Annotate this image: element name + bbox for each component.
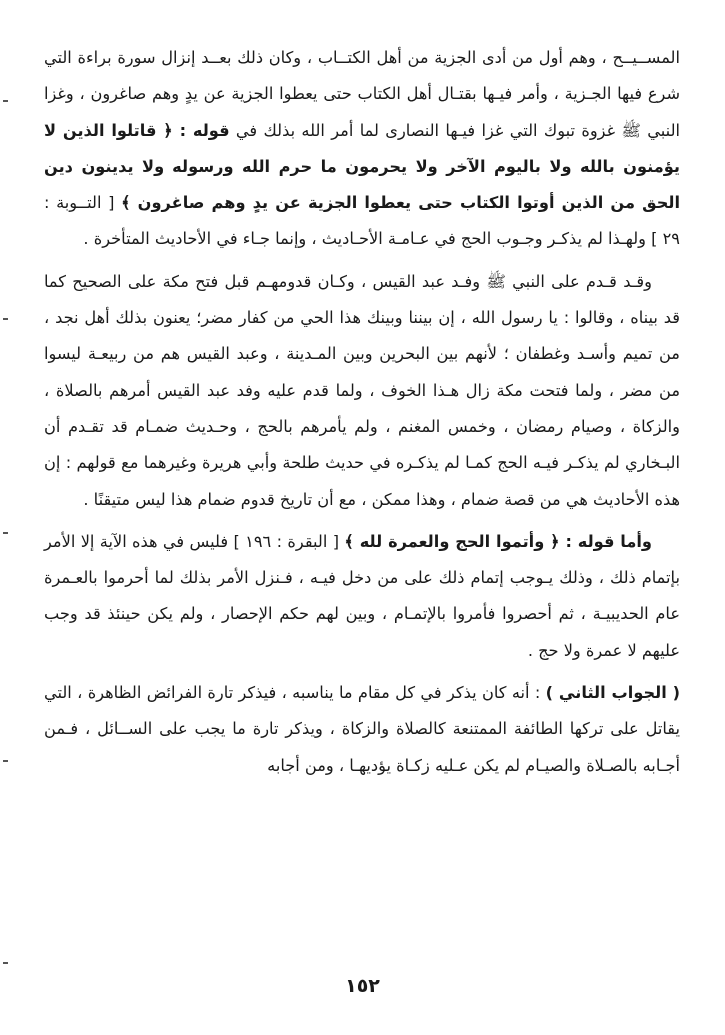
text-line: الصحيح كما قد بيناه ، وقالوا : يا رسول الله ، إن بيننا وبينك هذا الحي من كفار مضر؛	[44, 271, 680, 328]
text-line: وهم صاغرون ، وغزا النبي ﷺ غزوة تبوك التي غزا فيـها النصارى لما أمر الله بذلك في	[44, 84, 680, 140]
quran-verse: ﴿ قاتلوا الذين لا يؤمنون بالله ولا باليوم الآخر ولا يحرمون ما حرم الله ورسوله	[44, 120, 680, 176]
margin-mark	[3, 100, 8, 102]
paragraph-3	[44, 524, 680, 669]
text-line: الأحاديث المتأخرة .	[83, 229, 212, 249]
page-body	[44, 40, 680, 990]
margin-mark	[3, 760, 8, 762]
margin-mark	[3, 532, 8, 534]
paragraph-2	[44, 264, 680, 518]
paragraph-1	[44, 40, 680, 258]
text-line: فليس في هذه الآية إلا	[80, 531, 229, 551]
quran-verse: ﴿ وأتموا الحج والعمرة لله ﴾	[344, 531, 560, 551]
text-line: بالحج ، وحـديث ضمـام قد تقـدم أن البـخاري لم يذكـر فيـه الحج كمـا لم يذكـره في	[44, 416, 680, 473]
text-line: على الســائل ، فـمن أجـابه بالصـلاة والصيـام لم يكن عـليه زكـاة يؤديهـا ، ومن أجابه	[44, 719, 680, 775]
text-line: وهذا ممكن ، مع أن تاريخ قدوم ضمام هذا ليس متيقنًا .	[83, 489, 446, 509]
verse-reference: [ البقرة : ١٩٦ ]	[228, 531, 345, 551]
text-line: حديث طلحة وأبي هريرة وغيرهما مع قولهم : إن هذه الأحاديث هي من قصة ضمام ،	[44, 453, 680, 509]
paragraph-4	[44, 675, 680, 784]
text-line: القيس هم من ربيعـة ليسوا من مضر ، ولما فتحت مكة زال هـذا الخوف ، ولما قدم عليه	[44, 344, 680, 400]
text-line: يعنون بذلك أهل نجد ، من تميم وأسـد وغطفان ؛ لأنهم بين البحرين وبين المـدينة ، وعبد	[44, 308, 680, 364]
page-number: ١٥٢	[345, 975, 380, 997]
verse-intro: قوله :	[172, 120, 230, 140]
text-line: الأمر بإتمام ذلك ، وذلك يـوجب إتمام ذلك على من دخل فيـه ، فـنزل الأمر بذلك لما	[44, 531, 680, 588]
quran-verse: ولا يدينون دين الحق من الذين أوتوا الكتاب حتى يعطوا الجزية عن يدٍ وهم صاغرون ﴾	[44, 156, 680, 213]
text-line: براءة التي شرع فيها الجـزية ، وأمر فيـها بقتـال أهل الكتاب حتى يعطوا الجزية عن يدٍ	[44, 48, 681, 104]
text-line: ولم يكن حينئذ قد وجب عليهم لا عمرة ولا حج .	[44, 604, 680, 660]
text-line: [ التــوبة : ٢٩ ] ولهـذا لم يذكـر وجـوب الحج في عـامـة الأحـاديث ، وإنما جـاء في	[44, 193, 680, 249]
text-line: وقـد قـدم على النبي ﷺ وفـد عبد القيس ، وكـان قدومهـم قبل فتح مكة على	[127, 271, 652, 291]
margin-mark	[3, 962, 8, 964]
text-line: : أنه كان يذكر في كل مقام ما يناسبه ، فيذكر تارة الفرائض	[146, 683, 546, 703]
text-line: المســيــح ، وهم أول من أدى الجزية من أهل الكتــاب ، وكان ذلك بعــد إنزال سورة	[117, 48, 680, 67]
text-line: الظاهرة ، التي يقاتل على تركها الطائفة الممتنعة كالصلاة والزكاة ، ويذكر تارة ما يجب	[44, 683, 680, 739]
section-heading: ( الجواب الثاني )	[545, 683, 681, 703]
text-line: وفد عبد القيس أمرهم بالصلاة ، والزكاة ، وصيام رمضان ، وخمس المغنم ، ولم يأمرهم	[44, 380, 680, 436]
verse-intro: وأما قوله :	[559, 531, 652, 551]
text-line: أحرموا بالعـمرة عام الحديبيـة ، ثم أحصروا فأمروا بالإتمـام ، وبين لهم حكم الإحصار ،	[44, 568, 680, 624]
margin-mark	[3, 318, 8, 320]
